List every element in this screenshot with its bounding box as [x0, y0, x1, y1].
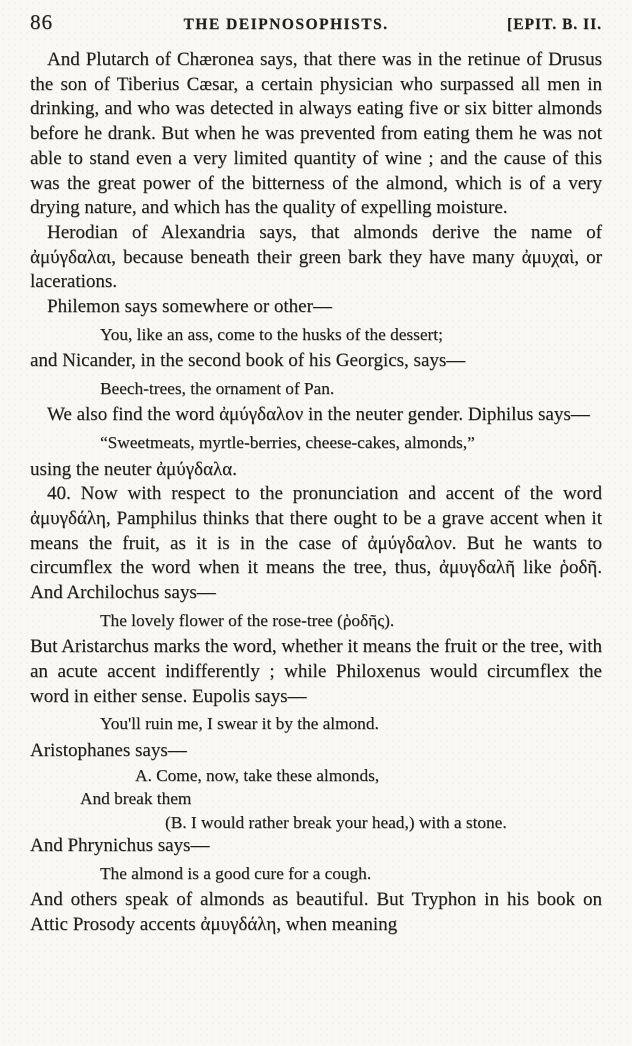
paragraph-phrynichus-intro: And Phrynichus says— — [30, 835, 210, 857]
verse-quote-archilochus: The lovely flower of the rose-tree (ῥοδῆς). — [100, 610, 395, 630]
paragraph-nicander-intro: and Nicander, in the second book of his Georgics, says— — [30, 350, 466, 372]
dialogue-line-speaker-a: A. Come, now, take these almonds, — [135, 765, 380, 785]
paragraph-plutarch: And Plutarch of Chæronea says, that there was in the retinue of Drusus the son of Tiberius Cæsar, a certain physician who surpassed all men in drinking, and who was detected in always eating five or six bitter almonds before he drank. But when he was prevented from eating them he was not able to stand even a very limited quantity of wine ; and the cause of this was the great power of the bitterness of the almond, which is of a very drying nature, and which has the quality of expelling moisture. — [30, 49, 602, 219]
running-title: THE DEIPNOSOPHISTS. — [183, 16, 389, 33]
verse-quote-nicander: Beech-trees, the ornament of Pan. — [100, 378, 335, 398]
paragraph-section-40: 40. Now with respect to the pronunciation and accent of the word ἀμυγδάλη, Pamphilus thinks that there ought to be a grave accent when it means the fruit, as it is in the case of ἀμύγδαλον. But he wants to circumflex the word when it means the tree, thus, ἀμυγδαλῆ like ῥοδῆ. And Archilochus says— — [30, 483, 602, 604]
paragraph-herodian: Herodian of Alexandria says, that almonds derive the name of ἀμύγδαλαι, because beneath their green bark they have many ἀμυχαὶ, or lacerations. — [30, 221, 602, 293]
running-header — [30, 10, 602, 35]
paragraph-philemon-intro: Philemon says somewhere or other— — [47, 296, 332, 318]
paragraph-neuter-gender: We also find the word ἀμύγδαλον in the neuter gender. Diphilus says— — [47, 404, 590, 426]
section-reference: [EPIT. B. II. — [507, 16, 602, 33]
verse-quote-eupolis: You'll ruin me, I swear it by the almond. — [100, 714, 379, 734]
verse-quote-phrynichus: The almond is a good cure for a cough. — [100, 863, 372, 883]
verse-quote-philemon: You, like an ass, come to the husks of the dessert; — [100, 324, 443, 344]
dialogue-line-speaker-b: (B. I would rather break your head,) with a stone. — [165, 812, 507, 832]
paragraph-aristophanes-intro: Aristophanes says— — [30, 739, 187, 761]
verse-quote-diphilus: “Sweetmeats, myrtle-berries, cheese-cakes, almonds,” — [100, 433, 475, 453]
paragraph-neuter-close: using the neuter ἀμύγδαλα. — [30, 458, 237, 480]
paragraph-tryphon: And others speak of almonds as beautiful. But Tryphon in his book on Attic Prosody accents ἀμυγδάλη, when meaning — [30, 889, 602, 936]
dialogue-line-continuation: And break them — [80, 789, 192, 809]
page-number: 86 — [30, 10, 53, 34]
paragraph-aristarchus: But Aristarchus marks the word, whether it means the fruit or the tree, with an acute accent indifferently ; while Philoxenus would circumflex the word in either sense. Eupolis says— — [30, 636, 602, 707]
